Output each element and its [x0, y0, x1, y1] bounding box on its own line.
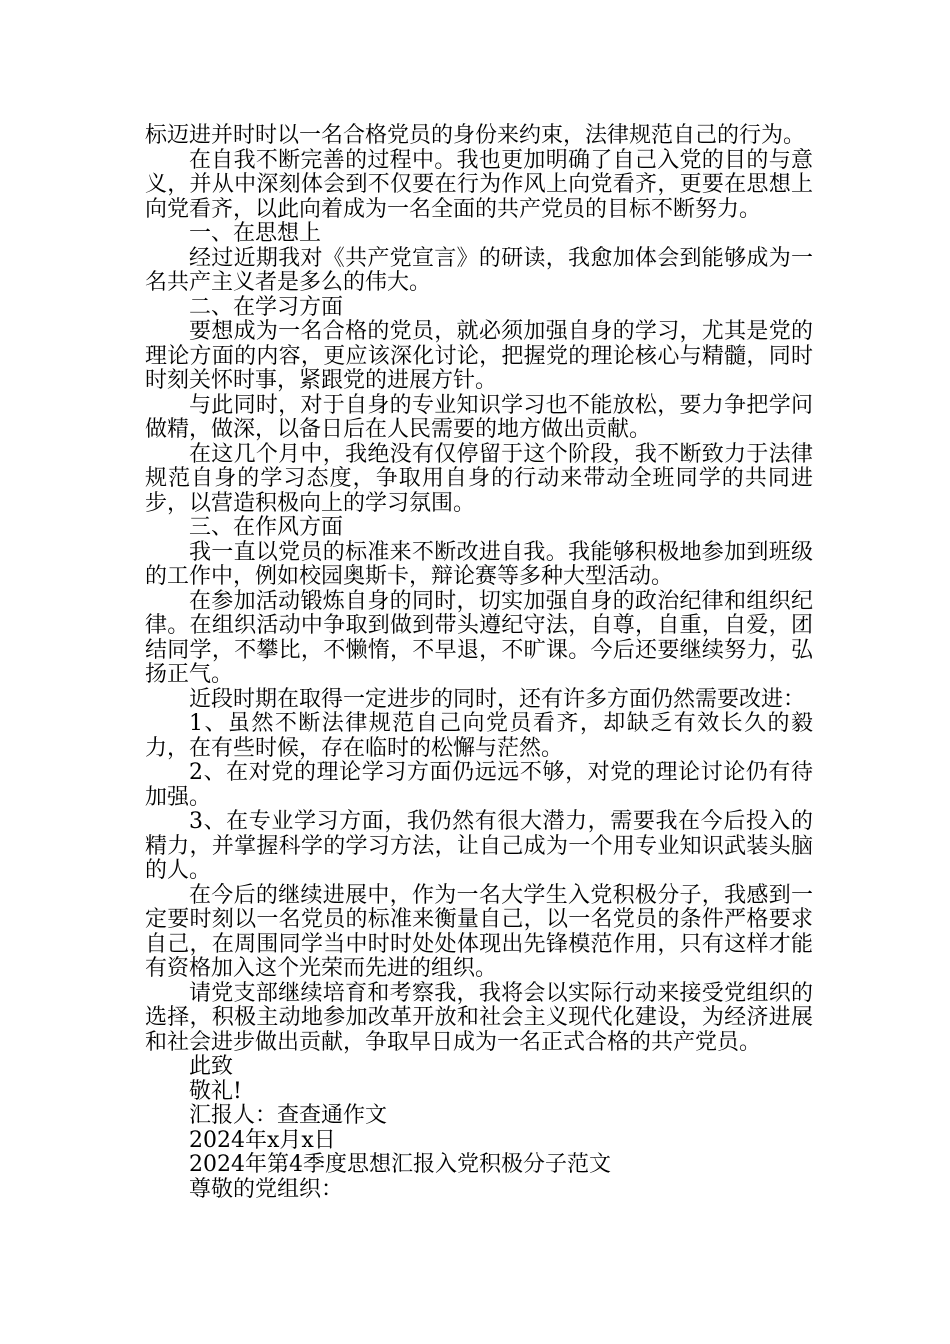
- report-date: 2024年x月x日: [189, 1127, 336, 1153]
- paragraph-request: 请党支部继续培育和考察我，我将会以实际行动来接受党组织的选择，积极主动地参加改革开放和社会主义现代化建设，为经济进展和社会进步做出贡献，争取早日成为一名正式合格的共产党员。: [145, 980, 813, 1055]
- list-item-improvement-1: 1、虽然不断法律规范自己向党员看齐，却缺乏有效长久的毅力，在有些时候，存在临时的松懈与茫然。: [145, 711, 813, 761]
- paragraph-study-3: 在这几个月中，我绝没有仅停留于这个阶段，我不断致力于法律规范自身的学习态度，争取用自身的行动来带动全班同学的共同进步，以营造积极向上的学习氛围。: [145, 441, 813, 516]
- section-heading-thought: 一、在思想上: [189, 221, 322, 246]
- closing-salutation: 此致: [189, 1054, 234, 1079]
- paragraph-study-2: 与此同时，对于自身的专业知识学习也不能放松，要力争把学问做精，做深，以备日后在人民需要的地方做出贡献。: [145, 392, 813, 442]
- section-heading-style: 三、在作风方面: [189, 515, 344, 540]
- paragraph-self-improvement: 在自我不断完善的过程中。我也更加明确了自己入党的目的与意义，并从中深刻体会到不仅要在行为作风上向党看齐，更要在思想上向党看齐，以此向着成为一名全面的共产党员的目标不断努力。: [145, 147, 813, 222]
- reporter-signature: 汇报人：查查通作文: [189, 1103, 388, 1128]
- next-document-greeting: 尊敬的党组织：: [189, 1176, 344, 1202]
- paragraph-thought: 经过近期我对《共产党宣言》的研读，我愈加体会到能够成为一名共产主义者是多么的伟大。: [145, 245, 813, 295]
- next-document-title: 2024年第4季度思想汇报入党积极分子范文: [189, 1152, 611, 1177]
- list-item-improvement-2: 2、在对党的理论学习方面仍远远不够，对党的理论讨论仍有待加强。: [145, 760, 813, 810]
- paragraph-style-2: 在参加活动锻炼自身的同时，切实加强自身的政治纪律和组织纪律。在组织活动中争取到做到带头遵纪守法，自尊，自重，自爱，团结同学，不攀比，不懒惰，不早退，不旷课。今后还要继续努力，弘扬正气。: [145, 588, 813, 687]
- section-heading-study: 二、在学习方面: [189, 294, 344, 320]
- paragraph-continuation: 标迈进并时时以一名合格党员的身份来约束，法律规范自己的行为。: [145, 123, 806, 148]
- paragraph-future: 在今后的继续进展中，作为一名大学生入党积极分子，我感到一定要时刻以一名党员的标准来衡量自己，以一名党员的条件严格要求自己，在周围同学当中时时处处体现出先锋模范作用，只有这样才能有资格加入这个光荣而先进的组织。: [145, 882, 813, 981]
- closing-regards: 敬礼!: [189, 1078, 242, 1104]
- paragraph-improvements-intro: 近段时期在取得一定进步的同时，还有许多方面仍然需要改进：: [189, 686, 806, 712]
- document-page: [145, 124, 813, 1202]
- paragraph-style-1: 我一直以党员的标准来不断改进自我。我能够积极地参加到班级的工作中，例如校园奥斯卡，辩论赛等多种大型活动。: [145, 539, 813, 589]
- paragraph-study-1: 要想成为一名合格的党员，就必须加强自身的学习，尤其是党的理论方面的内容，更应该深化讨论，把握党的理论核心与精髓，同时时刻关怀时事，紧跟党的进展方针。: [145, 319, 813, 393]
- list-item-improvement-3: 3、在专业学习方面，我仍然有很大潜力，需要我在今后投入的精力，并掌握科学的学习方法，让自己成为一个用专业知识武装头脑的人。: [145, 809, 813, 883]
